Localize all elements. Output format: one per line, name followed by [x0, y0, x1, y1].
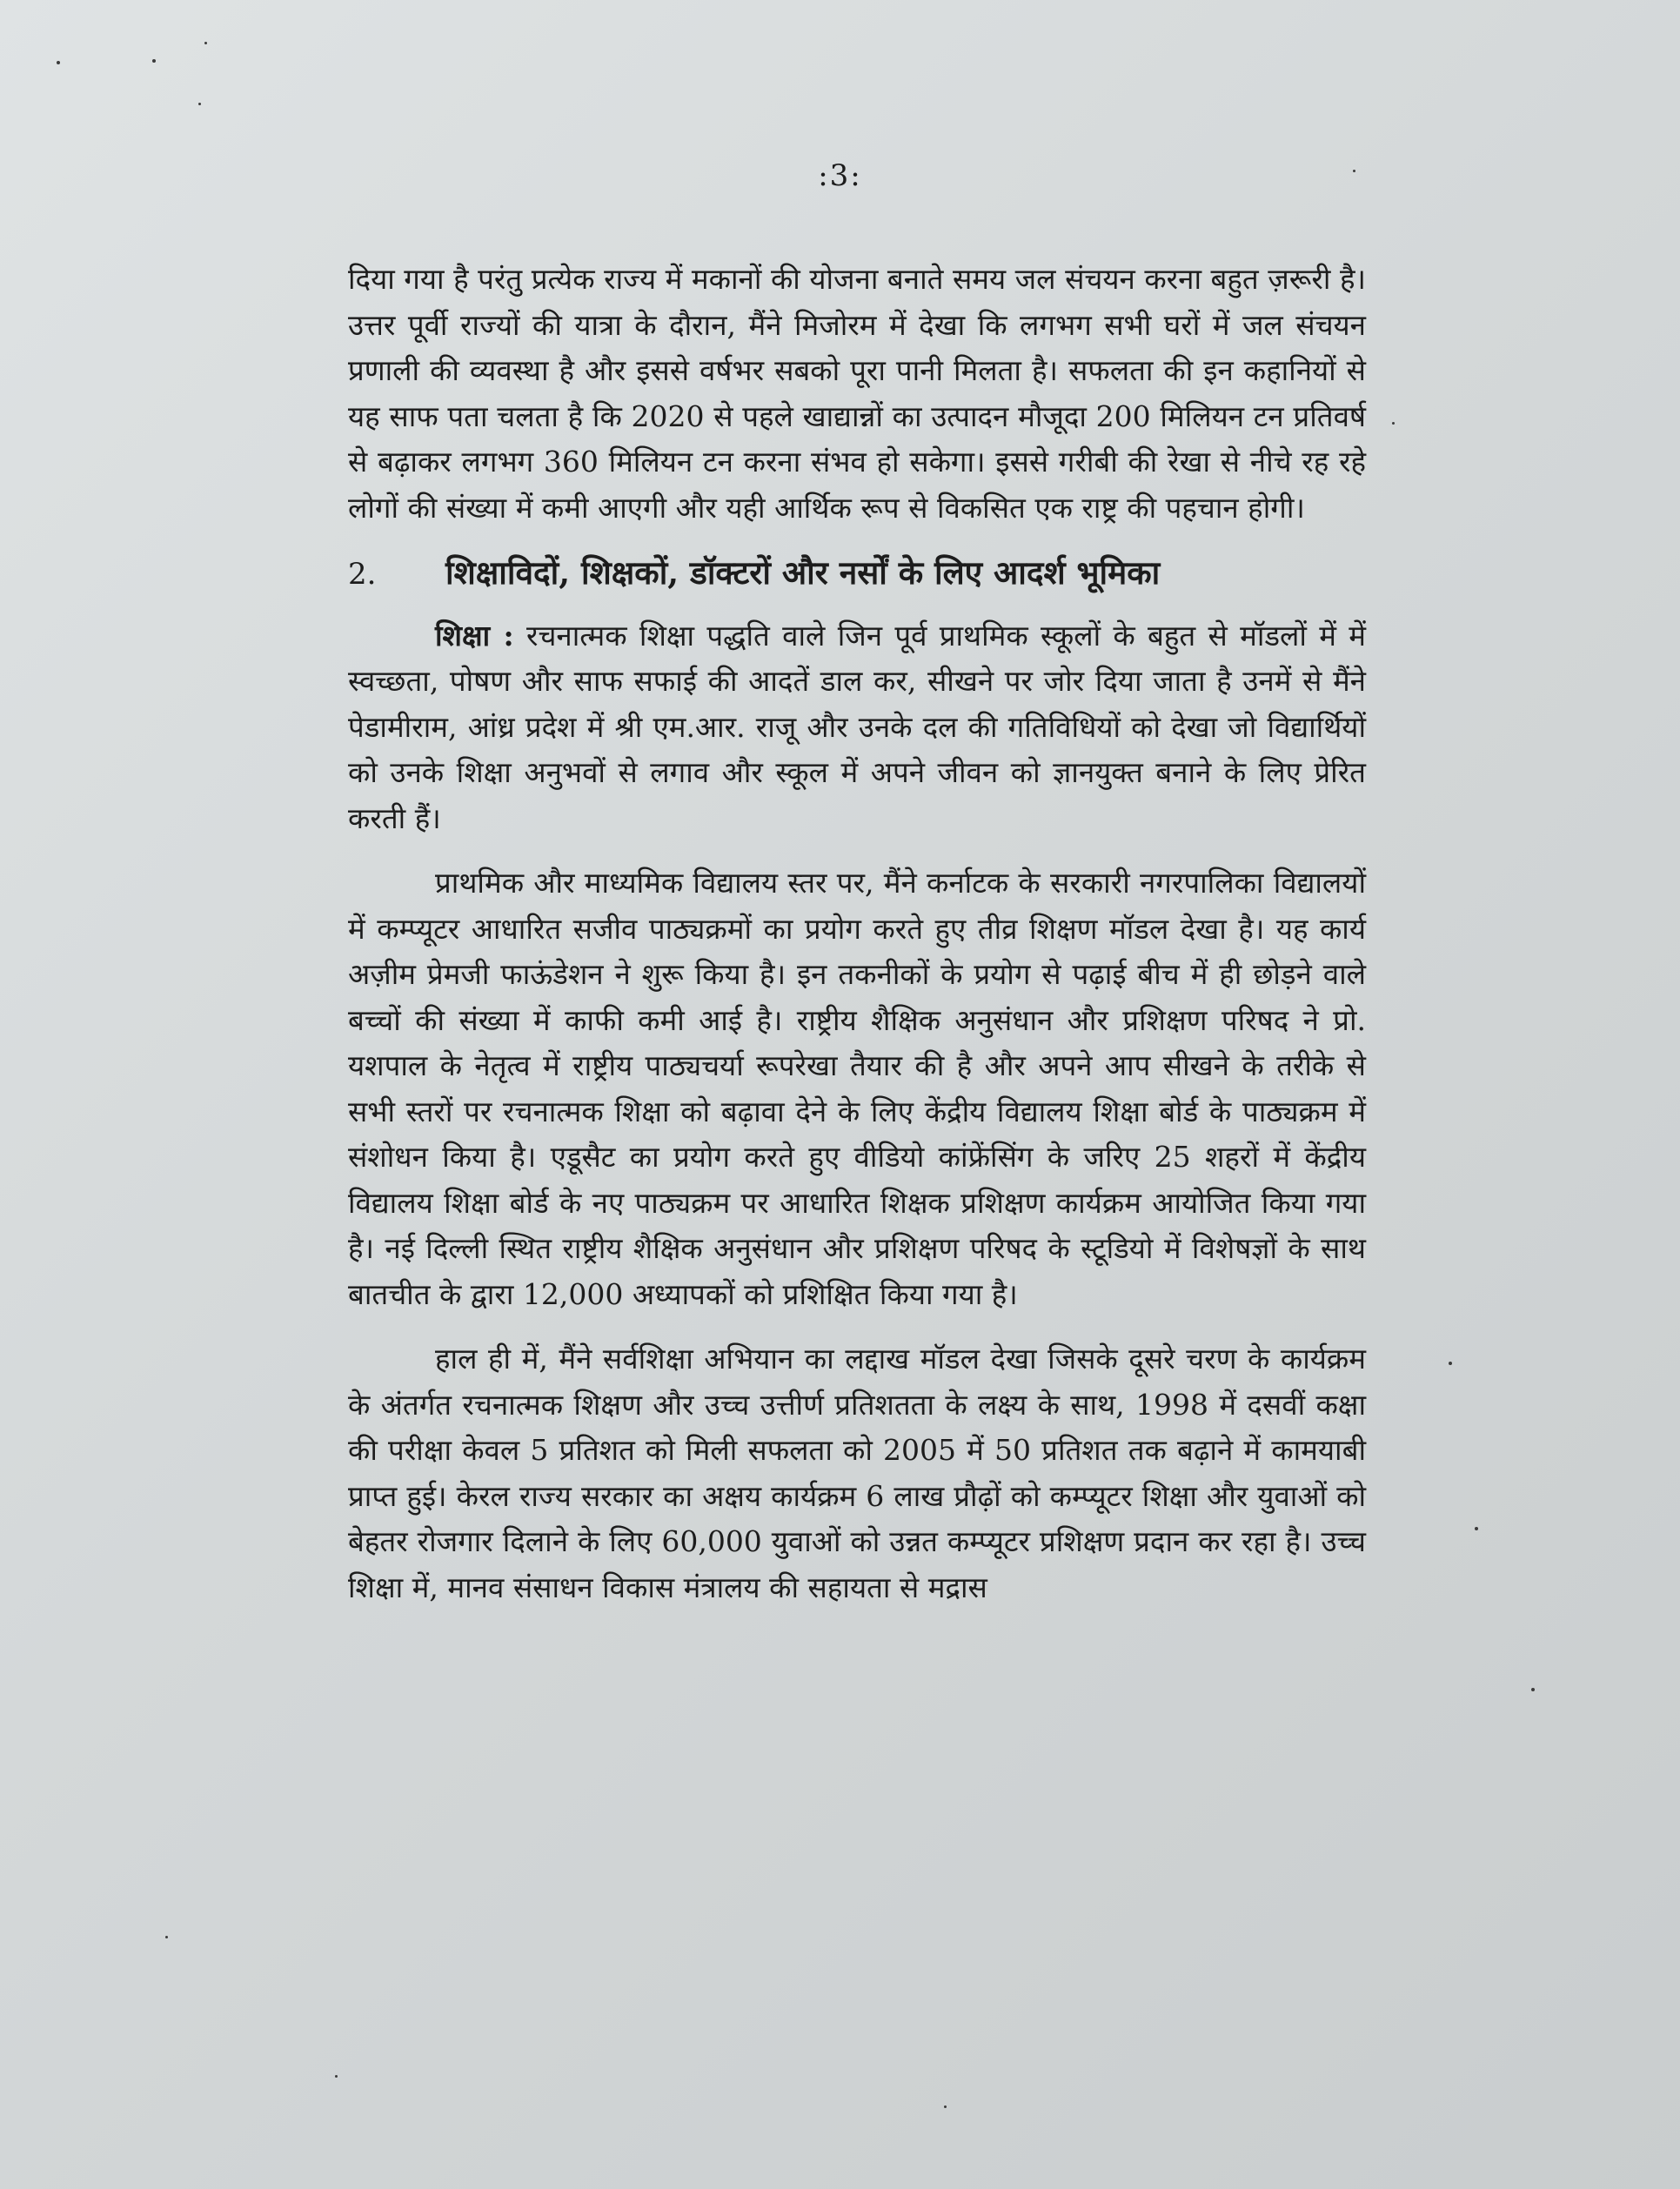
- section-title: शिक्षाविदों, शिक्षकों, डॉक्टरों और नर्सों के लिए आदर्श भूमिका: [445, 553, 1161, 592]
- scan-speck: [204, 42, 207, 44]
- scan-speck: [57, 61, 60, 64]
- page-number: :3:: [818, 158, 862, 193]
- scan-speck: [165, 1936, 168, 1938]
- scan-speck: [1475, 1527, 1478, 1530]
- section-number: 2.: [348, 557, 377, 592]
- paragraph-lead-word: शिक्षा :: [435, 618, 514, 653]
- scan-speck: [152, 59, 156, 63]
- scan-speck: [335, 2075, 338, 2078]
- paragraph-education-text: रचनात्मक शिक्षा पद्धति वाले जिन पूर्व प्राथमिक स्कूलों के बहुत से मॉडलों में में स्वच्छता, पोषण और साफ सफाई की आदतें डाल कर, सीखने पर जोर दिया जाता है उनमें से मैंने पेडामीराम, आंध्र प्रदेश में श्री एम.आर. राजू और उनके दल की गतिविधियों को देखा जो विद्यार्थियों को उनके शिक्षा अनुभवों से लगाव और स्कूल में अपने जीवन को ज्ञानयुक्त बनाने के लिए प्रेरित करती हैं।: [348, 618, 1366, 835]
- scan-speck: [198, 103, 201, 105]
- paragraph-education: [348, 613, 1366, 842]
- paragraph-primary-secondary: प्राथमिक और माध्यमिक विद्यालय स्तर पर, मैंने कर्नाटक के सरकारी नगरपालिका विद्यालयों में कम्प्यूटर आधारित सजीव पाठ्यक्रमों का प्रयोग करते हुए तीव्र शिक्षण मॉडल देखा है। यह कार्य अज़ीम प्रेमजी फाऊंडेशन ने शुरू किया है। इन तकनीकों के प्रयोग से पढ़ाई बीच में ही छोड़ने वाले बच्चों की संख्या में काफी कमी आई है। राष्ट्रीय शैक्षिक अनुसंधान और प्रशिक्षण परिषद ने प्रो. यशपाल के नेतृत्व में राष्ट्रीय पाठ्यचर्या रूपरेखा तैयार की है और अपने आप सीखने के तरीके से सभी स्तरों पर रचनात्मक शिक्षा को बढ़ावा देने के लिए केंद्रीय विद्यालय शिक्षा बोर्ड के पाठ्यक्रम में संशोधन किया है। एडूसैट का प्रयोग करते हुए वीडियो कांफ्रेंसिंग के जरिए 25 शहरों में केंद्रीय विद्यालय शिक्षा बोर्ड के नए पाठ्यक्रम पर आधारित शिक्षक प्रशिक्षण कार्यक्रम आयोजित किया गया है। नई दिल्ली स्थित राष्ट्रीय शैक्षिक अनुसंधान और प्रशिक्षण परिषद के स्टूडियो में विशेषज्ञों के साथ बातचीत के द्वारा 12,000 अध्यापकों को प्रशिक्षित किया गया है।: [348, 866, 1366, 1311]
- scan-speck: [944, 2105, 947, 2108]
- paragraph-water-harvesting: दिया गया है परंतु प्रत्येक राज्य में मकानों की योजना बनाते समय जल संचयन करना बहुत ज़रूरी है। उत्तर पूर्वी राज्यों की यात्रा के दौरान, मैंने मिजोरम में देखा कि लगभग सभी घरों में जल संचयन प्रणाली की व्यवस्था है और इससे वर्षभर सबको पूरा पानी मिलता है। सफलता की इन कहानियों से यह साफ पता चलता है कि 2020 से पहले खाद्यान्नों का उत्पादन मौजूदा 200 मिलियन टन प्रतिवर्ष से बढ़ाकर लगभग 360 मिलियन टन करना संभव हो सकेगा। इससे गरीबी की रेखा से नीचे रह रहे लोगों की संख्या में कमी आएगी और यही आर्थिक रूप से विकसित एक राष्ट्र की पहचान होगी।: [348, 262, 1366, 525]
- scan-speck: [1531, 1688, 1535, 1691]
- scan-speck: [1392, 422, 1395, 425]
- scan-speck: [1449, 1362, 1452, 1365]
- paragraph-sarva-shiksha: हाल ही में, मैंने सर्वशिक्षा अभियान का लद्दाख मॉडल देखा जिसके दूसरे चरण के कार्यक्रम के अंतर्गत रचनात्मक शिक्षण और उच्च उत्तीर्ण प्रतिशतता के लक्ष्य के साथ, 1998 में दसवीं कक्षा की परीक्षा केवल 5 प्रतिशत को मिली सफलता को 2005 में 50 प्रतिशत तक बढ़ाने में कामयाबी प्राप्त हुई। केरल राज्य सरकार का अक्षय कार्यक्रम 6 लाख प्रौढ़ों को कम्प्यूटर शिक्षा और युवाओं को बेहतर रोजगार दिलाने के लिए 60,000 युवाओं को उन्नत कम्प्यूटर प्रशिक्षण प्रदान कर रहा है। उच्च शिक्षा में, मानव संसाधन विकास मंत्रालय की सहायता से मद्रास: [348, 1342, 1366, 1604]
- document-body: [348, 257, 1366, 1630]
- section-heading: [348, 550, 1366, 598]
